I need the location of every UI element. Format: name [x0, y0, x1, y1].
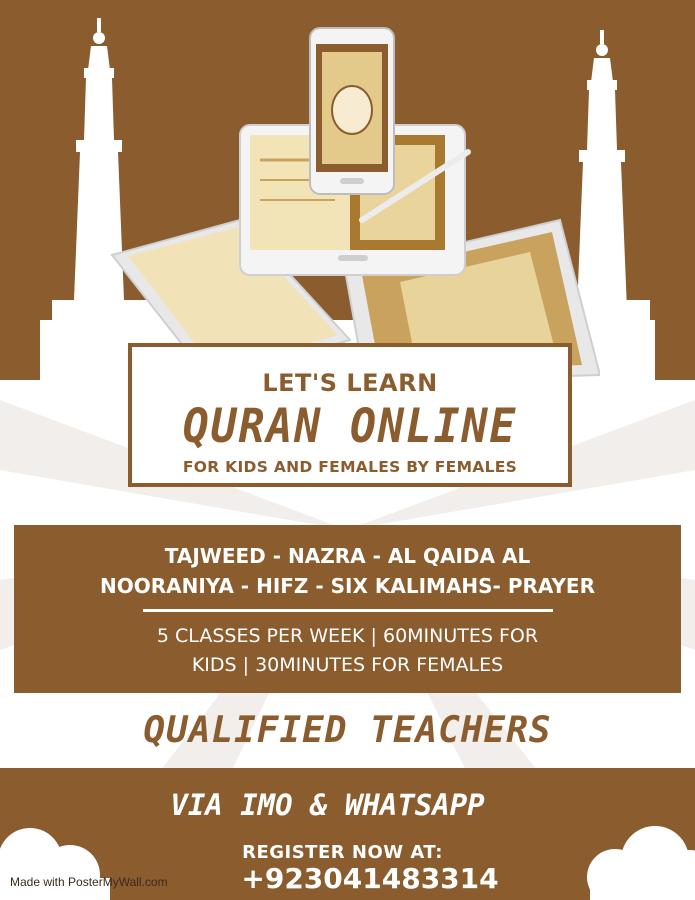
phone-number[interactable]: +923041483314 — [241, 862, 499, 895]
divider-line — [143, 609, 553, 612]
watermark-text[interactable]: Made with PosterMyWall.com — [10, 875, 168, 889]
devices-illustration — [100, 20, 600, 385]
schedule-line-2: KIDS | 30MINUTES FOR FEMALES — [191, 654, 504, 676]
smartphone-icon — [310, 28, 394, 194]
lets-learn-text: LET'S LEARN — [262, 369, 438, 397]
audience-subtitle: FOR KIDS AND FEMALES BY FEMALES — [182, 458, 518, 476]
register-label: REGISTER NOW AT: — [242, 842, 443, 863]
main-title: QURAN ONLINE — [182, 399, 518, 454]
qualified-teachers-heading: QUALIFIED TEACHERS — [143, 710, 552, 751]
title-box — [128, 343, 572, 487]
schedule-line-1: 5 CLASSES PER WEEK | 60MINUTES FOR — [156, 625, 539, 647]
subjects-line-1: TAJWEED - NAZRA - AL QAIDA AL — [164, 544, 531, 568]
subjects-line-2: NOORANIYA - HIFZ - SIX KALIMAHS- PRAYER — [100, 574, 595, 598]
via-imo-whatsapp: VIA IMO & WHATSAPP — [170, 788, 485, 822]
subjects-panel — [14, 525, 681, 693]
